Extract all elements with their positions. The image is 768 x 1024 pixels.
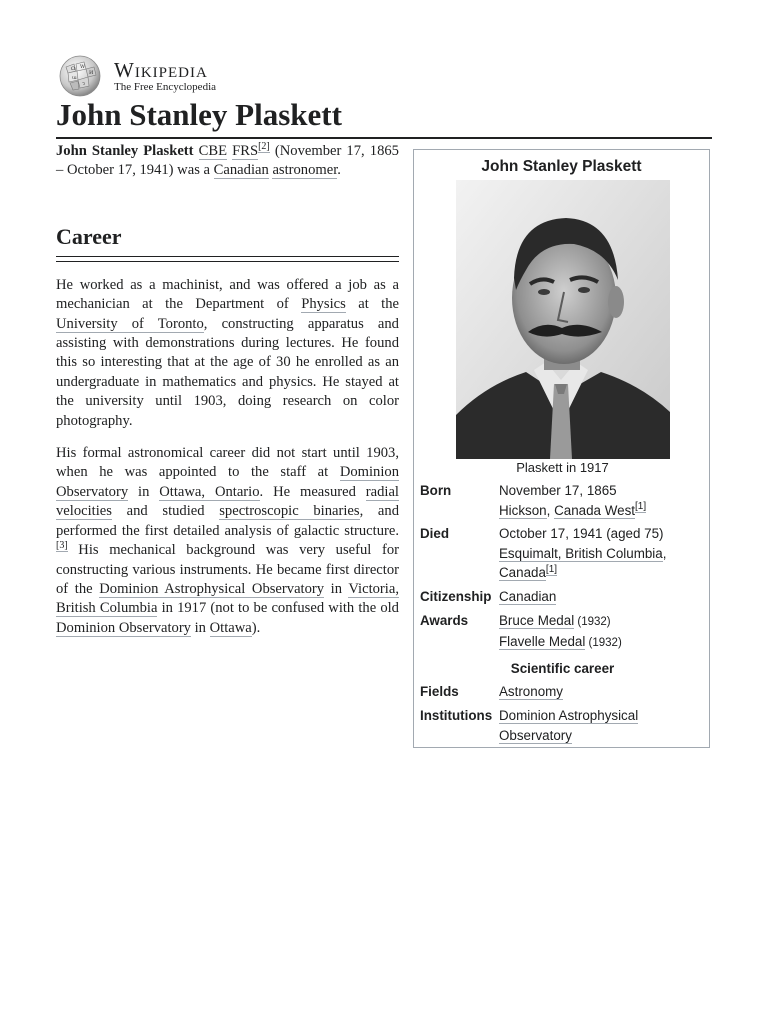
ref-2-link[interactable]: [2] xyxy=(258,141,270,153)
svg-text:W: W xyxy=(80,64,86,70)
ref-1-died-link[interactable]: [1] xyxy=(545,563,558,575)
victoria-bc-link[interactable]: Victoria, British Columbia xyxy=(56,580,399,617)
text-run: in xyxy=(324,580,349,597)
born-value xyxy=(499,481,705,520)
fields-label: Fields xyxy=(420,684,459,700)
citizenship-label: Citizenship xyxy=(420,588,492,604)
dominion-astrophysical-observatory-link[interactable]: Dominion Astrophysical Observatory xyxy=(99,580,325,597)
canadian-link[interactable]: Canadian xyxy=(213,162,269,179)
portrait-photo[interactable] xyxy=(456,180,670,459)
physics-link[interactable]: Physics xyxy=(301,296,346,313)
career-heading: Career xyxy=(56,223,122,249)
infobox-title: John Stanley Plaskett xyxy=(481,158,642,175)
flavelle-medal-year: (1932) xyxy=(585,637,622,650)
astronomy-link[interactable]: Astronomy xyxy=(499,684,563,700)
career-paragraph-2 xyxy=(56,444,399,638)
citizenship-row xyxy=(420,587,705,607)
cbe-link[interactable]: CBE xyxy=(198,143,228,159)
radial-velocities-link[interactable]: radial velocities xyxy=(56,483,399,520)
wordmark xyxy=(114,59,216,93)
ref-3 xyxy=(56,540,68,552)
separator: , xyxy=(662,545,667,561)
fields-row xyxy=(420,682,705,702)
text-run: in 1917 (not to be confused with the old xyxy=(157,600,399,617)
wikipedia-globe-icon xyxy=(56,55,104,97)
lead-dates: (November 17, 1865 – October 17, 1941) was a xyxy=(56,143,399,179)
died-row xyxy=(420,524,705,583)
institutions-row xyxy=(420,706,705,745)
page-title: John Stanley Plaskett xyxy=(56,97,342,132)
flavelle-medal-link[interactable]: Flavelle Medal xyxy=(499,634,586,650)
photo-caption: Plaskett in 1917 xyxy=(516,460,609,475)
awards-value xyxy=(499,611,705,654)
dao-institution-link[interactable]: Dominion Astrophysical Observatory xyxy=(499,707,639,743)
lead-paragraph xyxy=(56,142,399,181)
text-run: , and performed the first detailed analysis of galactic structure. xyxy=(56,503,399,539)
university-of-toronto-link[interactable]: University of Toronto xyxy=(56,315,204,332)
text-run: and studied xyxy=(111,503,220,520)
text-run: . He measured xyxy=(259,483,366,500)
career-paragraph-1 xyxy=(56,276,399,431)
astronomer-link[interactable]: astronomer xyxy=(272,162,338,179)
institutions-label: Institutions xyxy=(420,707,493,723)
dominion-observatory-link[interactable]: Dominion Observatory xyxy=(56,464,399,500)
spectroscopic-binaries-link[interactable]: spectroscopic binaries xyxy=(219,503,360,520)
svg-text:ว: ว xyxy=(82,81,85,87)
ottawa-ontario-link[interactable]: Ottawa, Ontario xyxy=(159,483,260,500)
died-label: Died xyxy=(420,526,450,542)
text-run: in xyxy=(190,619,210,636)
ref-1-died xyxy=(546,564,557,576)
dominion-observatory-link-2[interactable]: Dominion Observatory xyxy=(56,619,191,636)
lead-name: John Stanley Plaskett xyxy=(56,143,194,159)
wordmark-title: Wikipedia xyxy=(114,58,208,82)
born-label: Born xyxy=(420,483,452,498)
text-run: His mechanical background was very useful for constructing various instruments. He became first director of the xyxy=(56,542,399,597)
canada-link[interactable]: Canada xyxy=(499,565,546,581)
text-run: , constructing apparatus and assisting with demonstrations during lectures. He found this so interesting that at the age of 30 he enrolled as an undergraduate in mathematics and physics. He stayed at the university until 1903, doing research on color photography. xyxy=(56,315,399,429)
text-run: at the xyxy=(345,296,399,313)
text-run: in xyxy=(128,483,160,500)
career-heading-rule xyxy=(56,256,399,262)
born-date: November 17, 1865 xyxy=(499,483,617,498)
svg-text:Ω: Ω xyxy=(71,66,76,72)
citizenship-link[interactable]: Canadian xyxy=(499,588,557,604)
infobox xyxy=(413,149,710,748)
svg-text:И: И xyxy=(89,70,94,76)
bruce-medal-link[interactable]: Bruce Medal xyxy=(499,612,575,628)
ottawa-link[interactable]: Ottawa xyxy=(209,619,252,636)
scientific-career-header: Scientific career xyxy=(510,660,615,676)
died-value xyxy=(499,524,705,583)
text-run: ). xyxy=(251,619,261,636)
separator: , xyxy=(546,502,555,518)
wikipedia-logo[interactable] xyxy=(56,54,216,98)
frs-link[interactable]: FRS xyxy=(232,143,259,159)
lead-end: . xyxy=(337,162,341,179)
hickson-link[interactable]: Hickson xyxy=(499,502,547,518)
died-date: October 17, 1941 (aged 75) xyxy=(499,526,664,542)
text-run: He worked as a machinist, and was offered a job as a mechanician at the Department of xyxy=(56,276,399,313)
infobox-rows xyxy=(420,481,705,749)
ref-1 xyxy=(635,501,646,513)
ref-3-link[interactable]: [3] xyxy=(56,540,68,552)
bruce-medal-year: (1932) xyxy=(574,615,611,628)
ref-2 xyxy=(258,141,270,153)
wordmark-tagline: The Free Encyclopedia xyxy=(114,81,217,93)
awards-label: Awards xyxy=(420,612,469,628)
canada-west-link[interactable]: Canada West xyxy=(554,502,635,518)
ref-1-link[interactable]: [1] xyxy=(634,501,647,513)
awards-row xyxy=(420,611,705,654)
title-divider xyxy=(56,137,712,139)
text-run: His formal astronomical career did not start until 1903, when he was appointed to the staff at xyxy=(56,445,399,481)
article-body xyxy=(56,142,399,651)
svg-text:ա: ա xyxy=(72,75,77,81)
esquimalt-link[interactable]: Esquimalt, British Columbia xyxy=(499,545,663,561)
born-row xyxy=(420,481,705,520)
